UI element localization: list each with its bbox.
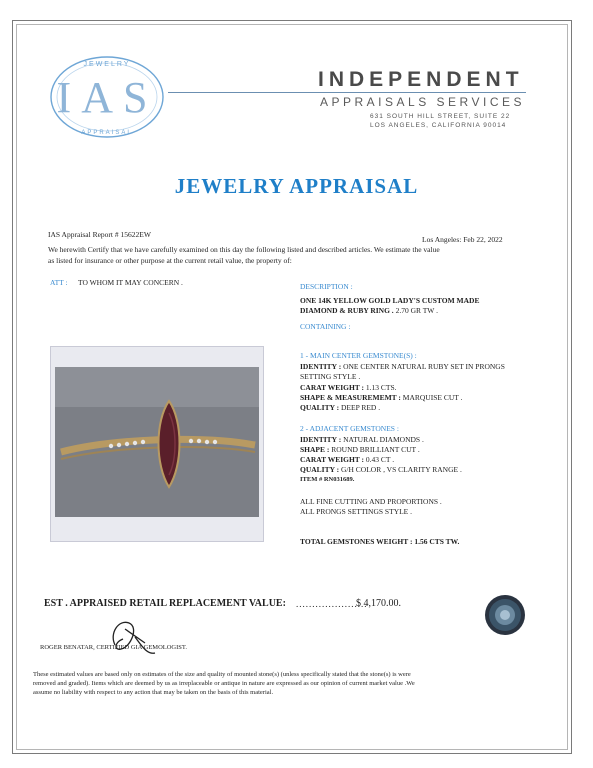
signature-line: ROGER BENATAR, CERTIFIED GIA GEMOLOGIST. (40, 644, 188, 651)
location-date: Los Angeles: Feb 22, 2022 (422, 235, 503, 244)
ias-logo (48, 52, 166, 142)
note-line-2: ALL PRONGS SETTINGS STYLE . (300, 507, 413, 516)
adjacent-heading: 2 - ADJACENT GEMSTONES : (300, 424, 399, 433)
att-label: ATT : (50, 278, 68, 287)
description-weight: 2.70 GR TW . (395, 306, 438, 315)
adjacent-shape-label: SHAPE : (300, 445, 330, 454)
logo-ring-top: JEWELRY (83, 61, 131, 68)
main-gem-carat-label: CARAT WEIGHT : (300, 383, 365, 392)
total-gemstones-weight: TOTAL GEMSTONES WEIGHT : 1.56 CTS TW. (300, 537, 460, 546)
disclaimer-line-2: removed and graded). Items which are deemed by us as irreplaceable or antique in nature are expressed as our opinion of current market value .We (33, 680, 415, 687)
att-value: TO WHOM IT MAY CONCERN . (78, 278, 183, 287)
address-line-2: LOS ANGELES, CALIFORNIA 90014 (370, 122, 507, 129)
holographic-seal (484, 594, 526, 636)
adjacent-identity-label: IDENTITY : (300, 435, 342, 444)
description-line-1: ONE 14K YELLOW GOLD LADY'S CUSTOM MADE (300, 296, 480, 305)
description-item-name: DIAMOND & RUBY RING . (300, 306, 394, 315)
main-gem-shape-label: SHAPE & MEASUREMEMT : (300, 393, 401, 402)
ring-image (51, 347, 263, 541)
main-gem-quality-value: DEEP RED . (340, 403, 381, 412)
address-line-1: 631 SOUTH HILL STREET, SUITE 22 (370, 113, 511, 120)
description-line-2 (300, 306, 438, 315)
adjacent-carat-label: CARAT WEIGHT : (300, 455, 365, 464)
estimate-value: $ 4,170.00. (356, 598, 401, 609)
main-gem-carat (300, 383, 397, 392)
adjacent-item-number: ITEM # RN031689. (300, 476, 355, 483)
containing-heading: CONTAINING : (300, 322, 351, 331)
adjacent-carat-value: 0.43 CT . (365, 455, 395, 464)
adjacent-identity-value: NATURAL DIAMONDS . (343, 435, 424, 444)
adjacent-identity (300, 435, 424, 444)
main-gem-quality-label: QUALITY : (300, 403, 340, 412)
adjacent-quality-value: G/H COLOR , VS CLARITY RANGE . (340, 465, 462, 474)
main-gem-identity-cont: SETTING STYLE . (300, 372, 361, 381)
signature-mark (105, 615, 165, 661)
certify-line-2: as listed for insurance or other purpose at the current retail value, the property of: (48, 256, 292, 265)
company-name: INDEPENDENT (318, 68, 524, 91)
adjacent-carat (300, 455, 394, 464)
main-gem-identity-value: ONE CENTER NATURAL RUBY SET IN PRONGS (343, 362, 505, 371)
header-rule (168, 92, 526, 93)
ring-photo (50, 346, 264, 542)
disclaimer-line-3: assume no liability with respect to any action that may be taken on the basis of this material. (33, 689, 274, 696)
disclaimer-line-1: These estimated values are based only on estimates of the size and quality of mounted stone(s) (unless specifically stated that the stone(s) is were (33, 671, 411, 678)
report-number: IAS Appraisal Report # 15622EW (48, 230, 151, 239)
logo-letters: IAS (56, 73, 158, 122)
main-gem-shape (300, 393, 462, 402)
main-gem-identity-label: IDENTITY : (300, 362, 342, 371)
main-gem-carat-value: 1.13 CTS. (365, 383, 397, 392)
main-gem-quality (300, 403, 380, 412)
adjacent-quality (300, 465, 462, 474)
logo-ring-bottom: APPRAISAL (81, 130, 133, 136)
adjacent-shape-value: ROUND BRILLIANT CUT . (331, 445, 420, 454)
adjacent-quality-label: QUALITY : (300, 465, 340, 474)
main-gem-shape-value: MARQUISE CUT . (402, 393, 463, 402)
description-heading: DESCRIPTION : (300, 282, 353, 291)
document-title: JEWELRY APPRAISAL (174, 174, 419, 198)
estimate-dots: ...................... (296, 599, 368, 609)
main-gem-identity (300, 362, 505, 371)
note-line-1: ALL FINE CUTTING AND PROPORTIONS . (300, 497, 442, 506)
estimate-label: EST . APPRAISED RETAIL REPLACEMENT VALUE: (44, 598, 286, 609)
company-subtitle: APPRAISALS SERVICES (320, 95, 526, 109)
adjacent-shape (300, 445, 420, 454)
certify-line-1: We herewith Certify that we have carefully examined on this day the following listed and described articles. We estimate the value (48, 245, 440, 254)
main-gem-heading: 1 - MAIN CENTER GEMSTONE(S) : (300, 351, 417, 360)
